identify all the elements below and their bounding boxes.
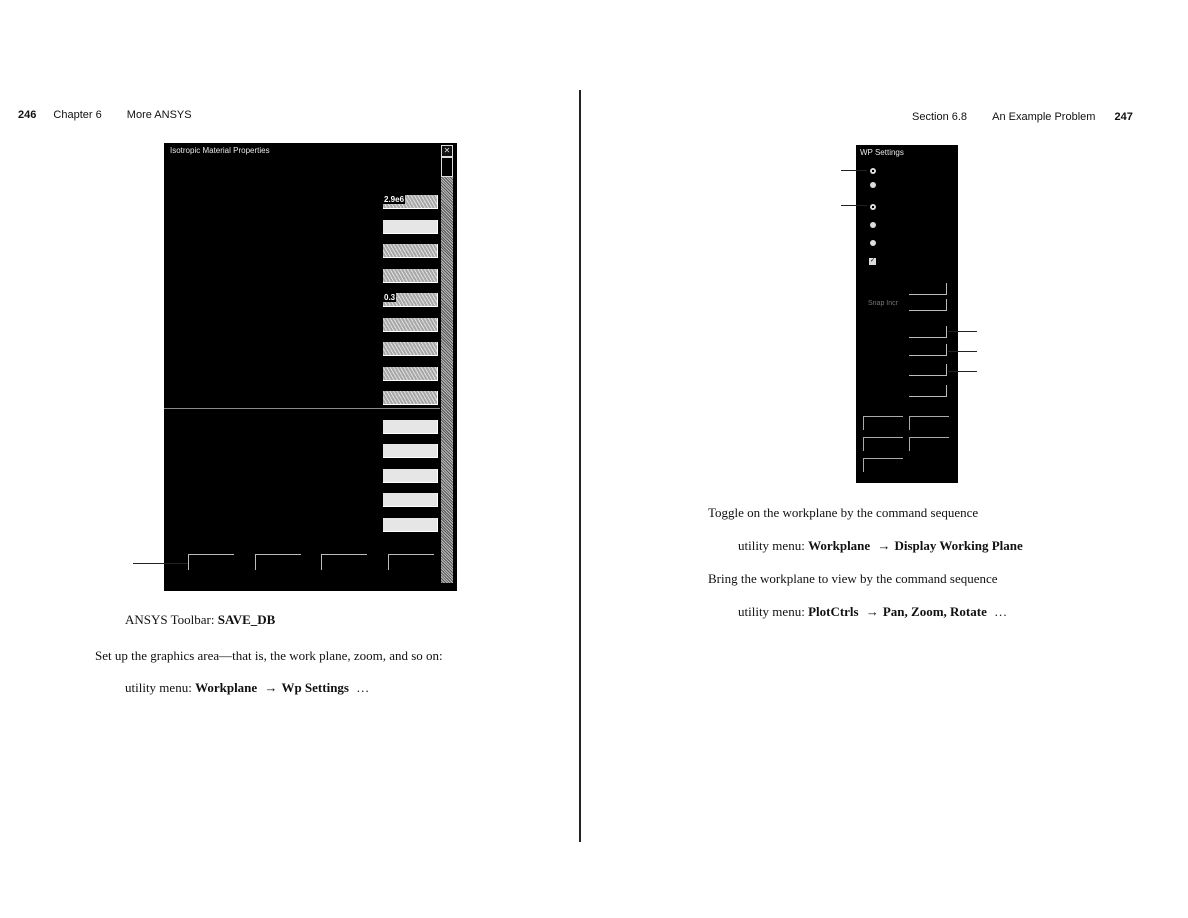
setting-field[interactable] [909, 283, 947, 295]
isotropic-material-dialog [164, 143, 457, 591]
help-button[interactable] [388, 554, 434, 570]
close-icon[interactable]: ✕ [441, 145, 453, 157]
text-prefix: utility menu: [738, 538, 809, 553]
callout-line [133, 563, 188, 564]
menu-item: Workplane [195, 680, 258, 695]
callout-line [948, 331, 977, 332]
command-name: SAVE_DB [217, 612, 276, 627]
ellipsis: … [994, 604, 1008, 619]
ellipsis: … [356, 680, 370, 695]
menu-item: Display Working Plane [894, 538, 1023, 553]
property-field[interactable] [383, 493, 438, 507]
setting-field[interactable] [909, 326, 947, 338]
dialog-title: WP Settings [860, 148, 904, 157]
arrow-icon: → [865, 604, 879, 619]
page-gutter-divider [579, 90, 581, 842]
property-field-ex[interactable] [383, 195, 438, 209]
setting-field[interactable] [909, 385, 947, 397]
setup-paragraph: Set up the graphics area—that is, the work plane, zoom, and so on: [95, 648, 443, 663]
menu-item: PlotCtrls [808, 604, 859, 619]
left-page-number: 246 [18, 109, 37, 121]
apply-button[interactable] [255, 554, 301, 570]
property-field[interactable] [383, 420, 438, 434]
property-field[interactable] [383, 318, 438, 332]
snap-increment-label: Snap Incr [868, 300, 898, 307]
left-chapter-title: More ANSYS [126, 109, 192, 121]
callout-line [948, 351, 977, 352]
setting-field[interactable] [909, 344, 947, 356]
ok-button[interactable] [863, 416, 903, 430]
property-field[interactable] [383, 367, 438, 381]
callout-line [841, 205, 867, 206]
property-field[interactable] [383, 444, 438, 458]
radio-button[interactable] [870, 222, 876, 228]
right-section-label: Section 6.8 [912, 111, 968, 123]
arrow-icon: → [264, 680, 278, 695]
callout-line [948, 371, 977, 372]
property-field[interactable] [383, 469, 438, 483]
property-field[interactable] [383, 342, 438, 356]
radio-button[interactable] [870, 168, 876, 174]
arrow-icon: → [877, 538, 891, 553]
wp-settings-dialog [856, 145, 958, 483]
menu-item: Pan, Zoom, Rotate [882, 604, 987, 619]
property-field-prxy[interactable] [383, 293, 438, 307]
radio-button[interactable] [870, 204, 876, 210]
right-page-header [912, 111, 1133, 123]
help-button[interactable] [863, 458, 903, 472]
dialog-scrollbar[interactable] [441, 177, 453, 583]
menu-path [125, 680, 369, 696]
field-value: 2.9e6 [384, 195, 405, 204]
setting-field[interactable] [909, 364, 947, 376]
toggle-paragraph: Toggle on the workplane by the command sequence [708, 505, 979, 520]
cancel-button[interactable] [909, 437, 949, 451]
menu-path [738, 538, 1023, 554]
field-value: 0.3 [384, 293, 396, 302]
left-chapter-label: Chapter 6 [53, 109, 102, 121]
snap-increment-field[interactable] [909, 299, 947, 311]
dialog-title: Isotropic Material Properties [170, 146, 270, 155]
radio-button[interactable] [870, 182, 876, 188]
bring-paragraph: Bring the workplane to view by the command sequence [708, 571, 998, 586]
menu-item: Workplane [808, 538, 871, 553]
menu-path [738, 604, 1007, 620]
left-page-header [18, 109, 192, 121]
text-prefix: ANSYS Toolbar: [125, 612, 218, 627]
right-page-number: 247 [1114, 111, 1133, 123]
radio-button[interactable] [870, 240, 876, 246]
apply-button[interactable] [909, 416, 949, 430]
callout-line [841, 170, 867, 171]
scrollbar-up-button[interactable] [441, 157, 453, 177]
reset-button[interactable] [863, 437, 903, 451]
property-field[interactable] [383, 391, 438, 405]
property-field[interactable] [383, 518, 438, 532]
section-divider [164, 408, 440, 409]
toolbar-instruction [125, 612, 275, 628]
right-section-title: An Example Problem [992, 111, 1096, 123]
text-prefix: utility menu: [125, 680, 196, 695]
ok-button[interactable] [188, 554, 234, 570]
menu-item: Wp Settings [281, 680, 349, 695]
cancel-button[interactable] [321, 554, 367, 570]
text-prefix: utility menu: [738, 604, 809, 619]
property-field[interactable] [383, 244, 438, 258]
property-field[interactable] [383, 269, 438, 283]
property-field[interactable] [383, 220, 438, 234]
checkbox[interactable]: ✓ [869, 258, 876, 264]
